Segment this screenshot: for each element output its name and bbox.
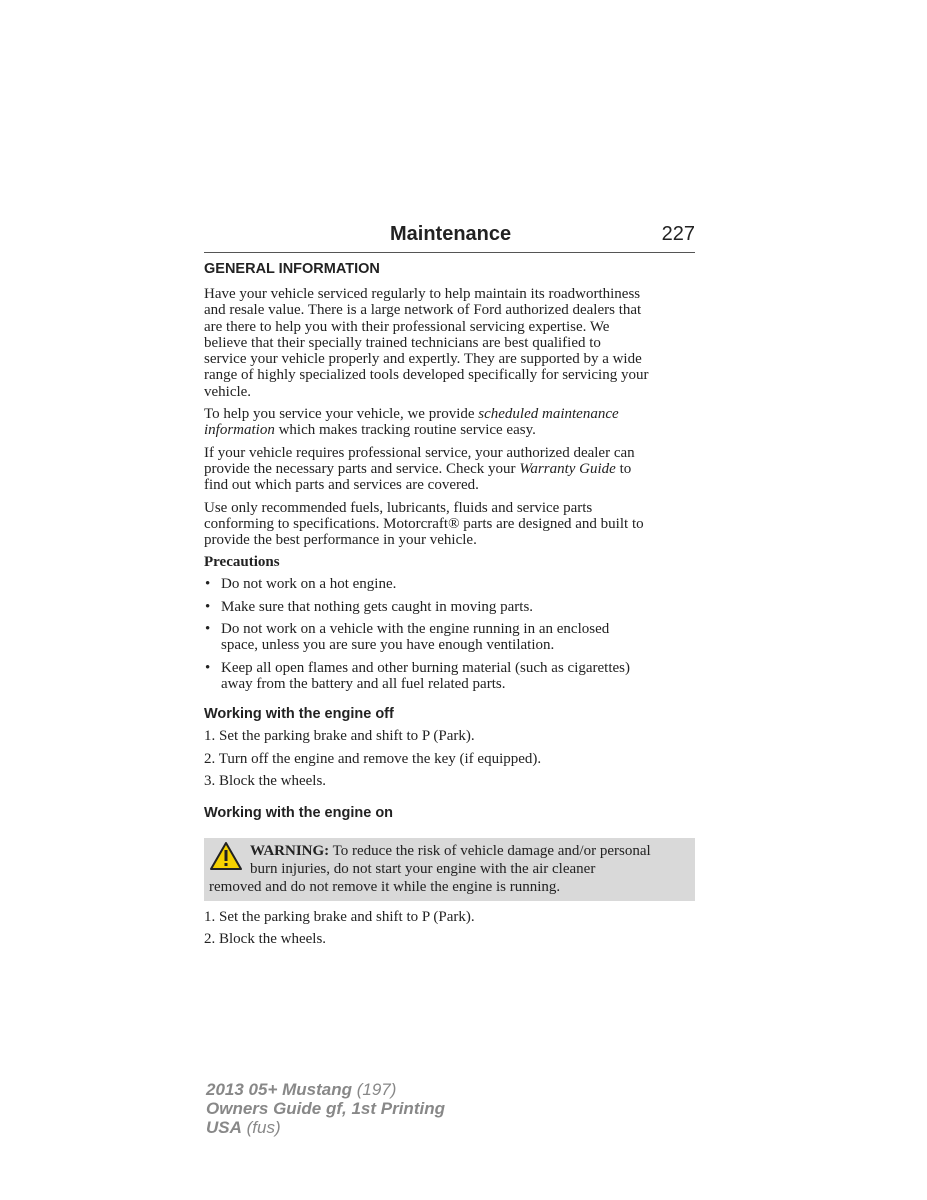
text-line: conforming to specifications. Motorcraft® parts are designed and built to: [204, 515, 644, 532]
bullet-icon: •: [205, 621, 211, 638]
warning-box: [204, 838, 695, 901]
list-item-text: away from the battery and all fuel related parts.: [221, 675, 506, 692]
text-line: service your vehicle properly and expertly. They are supported by a wide: [204, 351, 642, 368]
footer-market: USA: [206, 1118, 242, 1137]
footer-market-code: (fus): [241, 1118, 281, 1137]
intro-paragraph: [204, 286, 695, 400]
text-fragment: provide the necessary parts and service. Check your: [204, 460, 520, 477]
list-item-text: Keep all open flames and other burning material (such as cigarettes): [221, 659, 631, 676]
list-item-text: Make sure that nothing gets caught in moving parts.: [221, 598, 534, 615]
text-line: and resale value. There is a large network of Ford authorized dealers that: [204, 302, 642, 319]
list-item: [204, 621, 695, 654]
text-fragment: which makes tracking routine service easy.: [274, 422, 536, 439]
footer-code: (197): [352, 1080, 397, 1099]
warning-triangle-icon: [209, 841, 243, 871]
list-item-text: space, unless you are sure you have enough ventilation.: [221, 637, 555, 654]
text-fragment: to: [615, 460, 632, 477]
list-item-text: Do not work on a vehicle with the engine running in an enclosed: [221, 621, 610, 638]
section-title: Maintenance: [390, 223, 512, 245]
text-fragment: To help you service your vehicle, we provide: [204, 406, 479, 423]
print-footer: [206, 1080, 445, 1137]
warning-text: removed and do not remove it while the engine is running.: [209, 879, 561, 896]
engine-off-step: 1. Set the parking brake and shift to P (Park).: [204, 728, 475, 745]
text-line: provide the best performance in your vehicle.: [204, 532, 477, 549]
page-content: [204, 260, 695, 954]
bullet-icon: •: [205, 659, 211, 676]
list-item: [204, 576, 695, 592]
bullet-icon: •: [205, 598, 211, 615]
text-line: believe that their specially trained technicians are best qualified to: [204, 334, 601, 351]
page-header: [204, 222, 695, 253]
text-line: find out which parts and services are covered.: [204, 477, 479, 494]
engine-off-step: 3. Block the wheels.: [204, 772, 327, 789]
text-line: Use only recommended fuels, lubricants, fluids and service parts: [204, 499, 593, 516]
engine-off-heading: Working with the engine off: [204, 706, 394, 723]
warning-label: WARNING:: [250, 843, 330, 860]
scheduled-maintenance-paragraph: [204, 406, 695, 439]
list-item: [204, 660, 695, 693]
general-information-heading: GENERAL INFORMATION: [204, 261, 380, 277]
warranty-guide-term: Warranty Guide: [519, 460, 616, 477]
engine-on-step: 1. Set the parking brake and shift to P (Park).: [204, 909, 475, 926]
engine-on-step: 2. Block the wheels.: [204, 931, 327, 948]
footer-model: 2013 05+ Mustang: [206, 1080, 352, 1099]
warning-text: To reduce the risk of vehicle damage and/or personal: [329, 843, 651, 860]
text-line: are there to help you with their professional servicing expertise. We: [204, 318, 610, 335]
recommended-parts-paragraph: [204, 500, 695, 549]
scheduled-maintenance-term: scheduled maintenance: [478, 406, 619, 423]
text-line: vehicle.: [204, 383, 252, 400]
list-item-text: Do not work on a hot engine.: [221, 576, 397, 593]
engine-on-heading: Working with the engine on: [204, 805, 394, 822]
footer-line: [206, 1080, 445, 1099]
footer-printing: Owners Guide gf, 1st Printing: [206, 1099, 445, 1118]
precautions-list: [204, 576, 695, 692]
list-item: [204, 599, 695, 615]
warning-text: burn injuries, do not start your engine with the air cleaner: [250, 861, 596, 878]
professional-service-paragraph: [204, 445, 695, 494]
warning-line: [209, 842, 690, 860]
bullet-icon: •: [205, 576, 211, 593]
text-line: Have your vehicle serviced regularly to help maintain its roadworthiness: [204, 286, 641, 302]
precautions-heading: Precautions: [204, 554, 280, 571]
engine-off-step: 2. Turn off the engine and remove the key (if equipped).: [204, 750, 542, 767]
text-line: If your vehicle requires professional service, your authorized dealer can: [204, 444, 635, 461]
information-term: information: [204, 422, 275, 439]
footer-line: [206, 1118, 445, 1137]
page-number: 227: [661, 223, 695, 245]
text-line: range of highly specialized tools developed specifically for servicing your: [204, 367, 649, 384]
